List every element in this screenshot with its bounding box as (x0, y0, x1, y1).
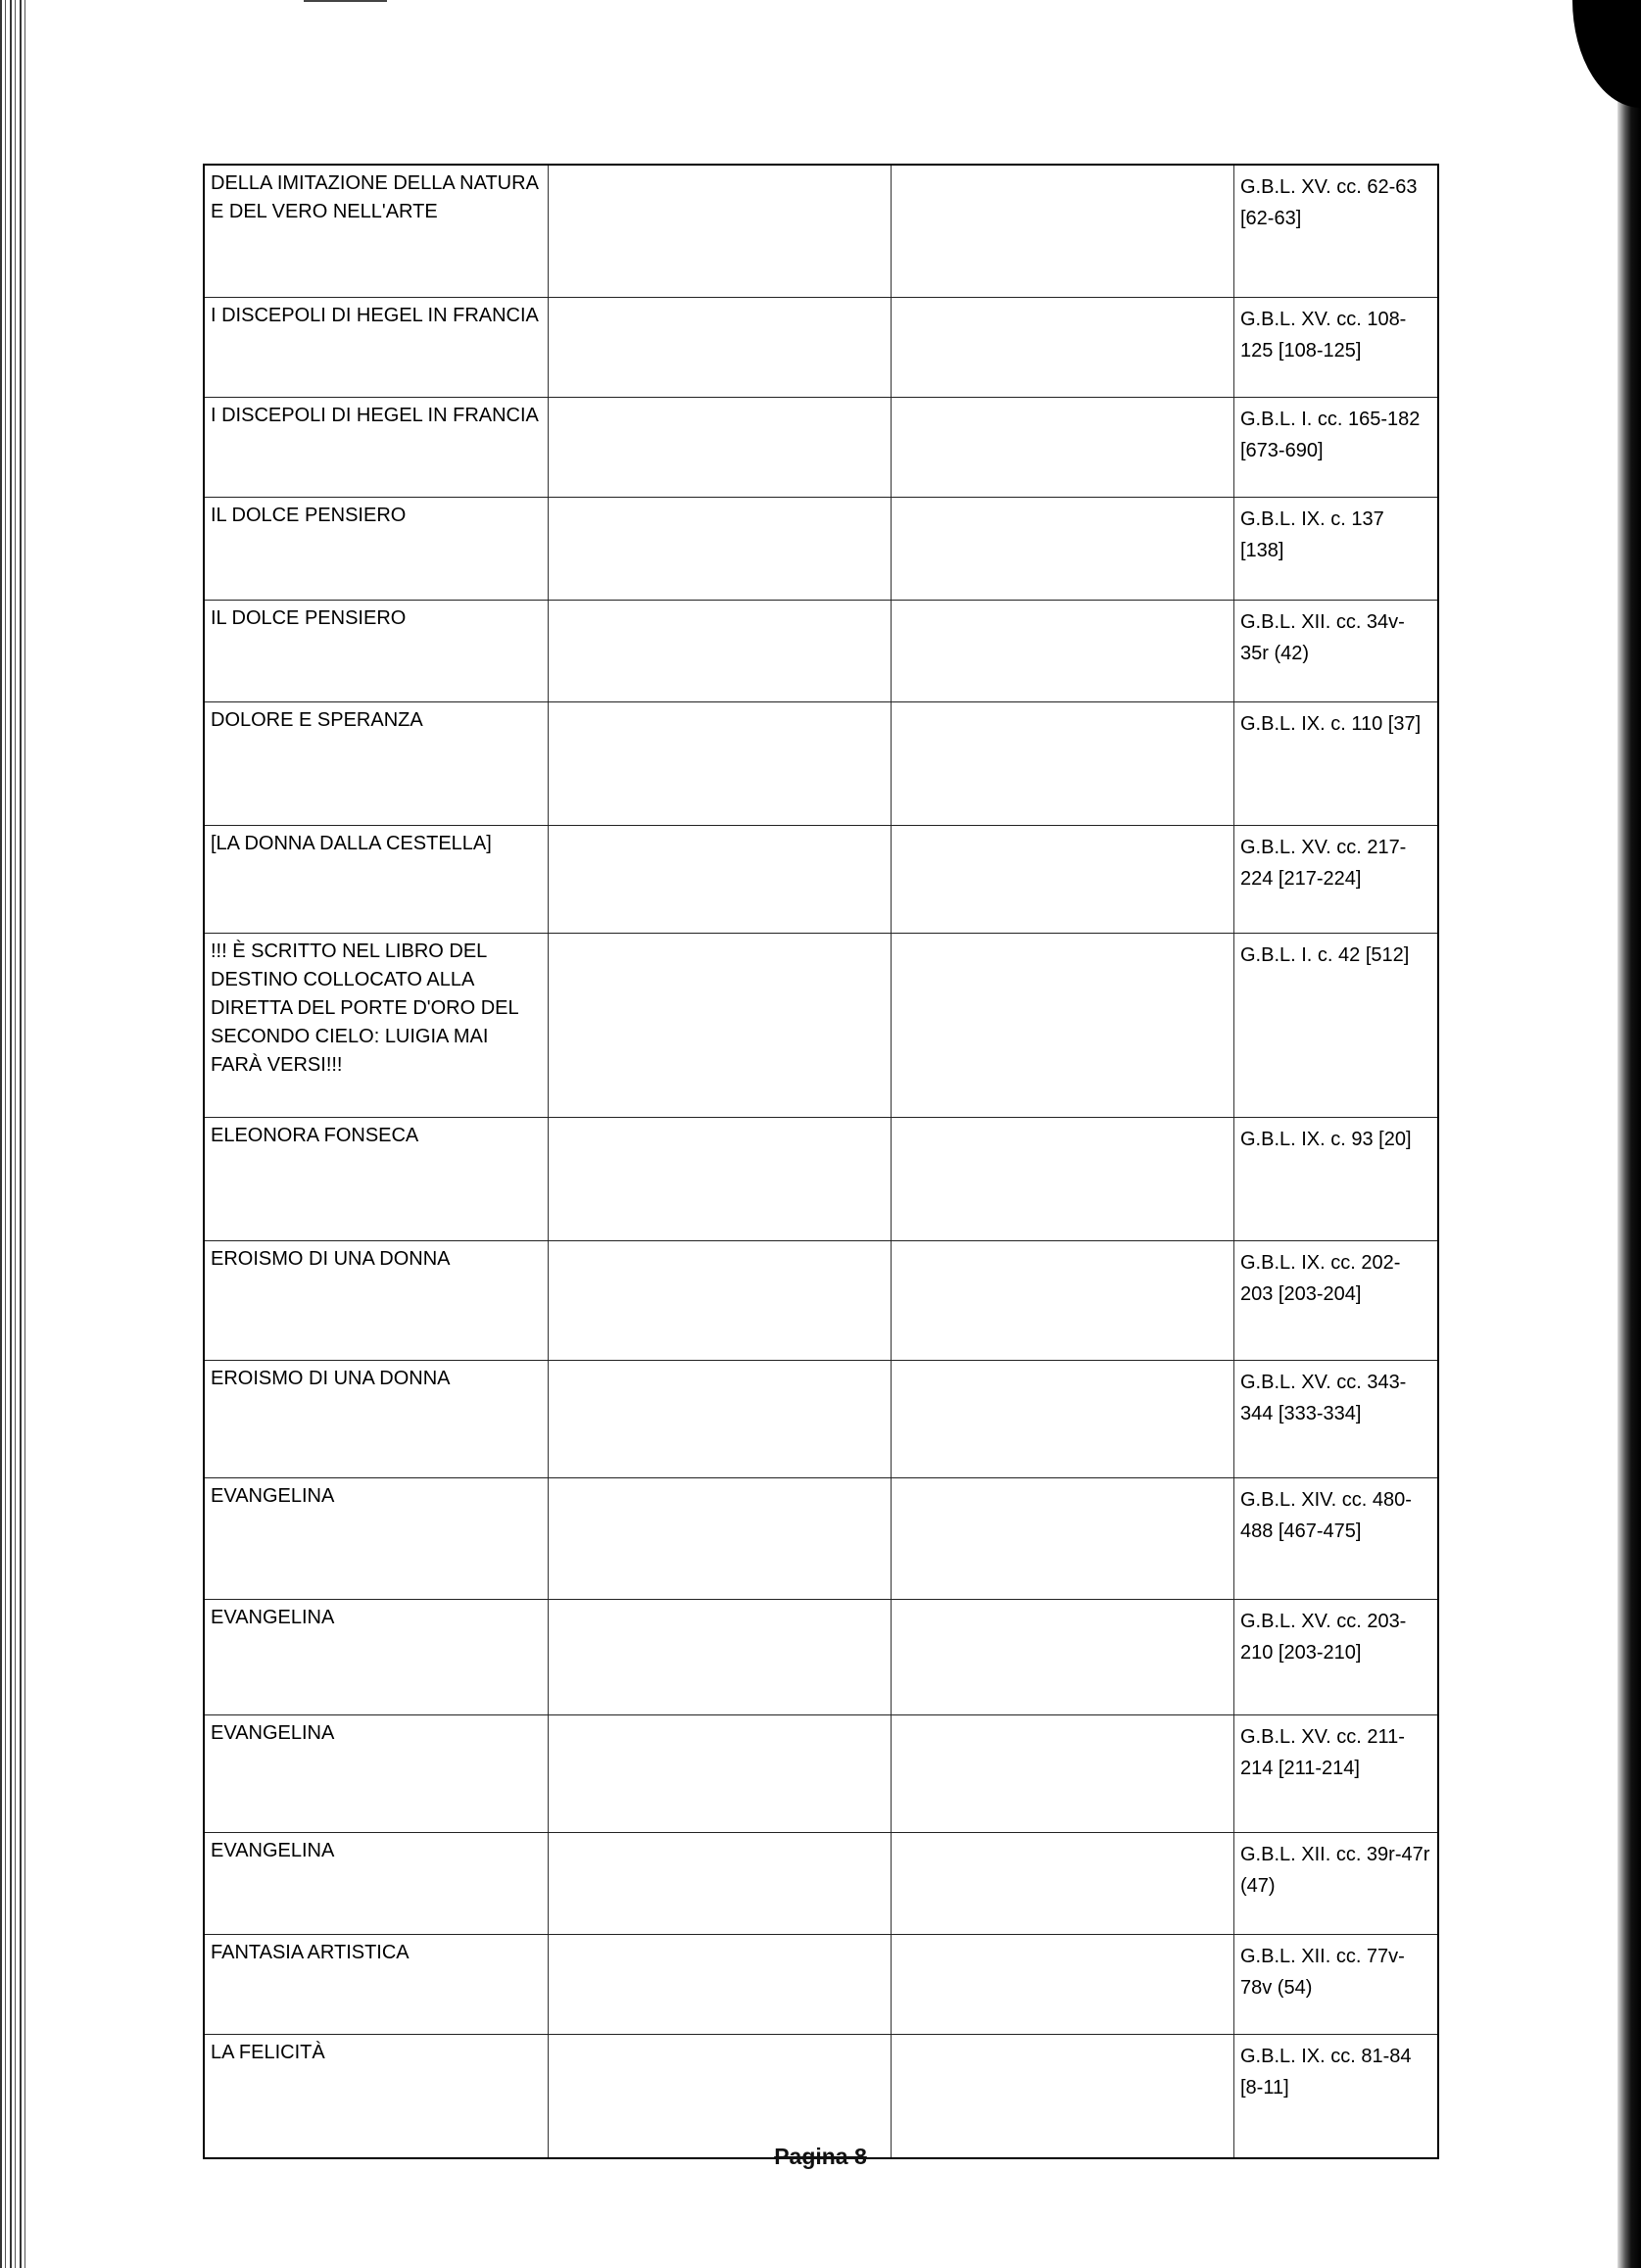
table-row (205, 166, 1437, 297)
empty-cell (891, 601, 1233, 701)
empty-cell (548, 934, 891, 1117)
title-cell: IL DOLCE PENSIERO (211, 607, 407, 629)
table-row (205, 2034, 1437, 2157)
title-cell: EVANGELINA (211, 1722, 335, 1744)
reference-cell: G.B.L. XIV. cc. 480-488 [467-475] (1233, 1478, 1437, 1599)
table-row (205, 825, 1437, 933)
reference-cell: G.B.L. XV. cc. 108-125 [108-125] (1233, 298, 1437, 397)
empty-cell (548, 1600, 891, 1714)
empty-cell (548, 398, 891, 497)
table-row (205, 497, 1437, 600)
empty-cell (891, 1935, 1233, 2034)
empty-cell (891, 1361, 1233, 1477)
title-cell: EVANGELINA (211, 1840, 335, 1861)
title-cell: DELLA IMITAZIONE DELLA NATURA E DEL VERO NELL'ARTE (211, 172, 538, 222)
empty-cell (548, 2035, 891, 2157)
empty-cell (891, 2035, 1233, 2157)
title-cell: EROISMO DI UNA DONNA (211, 1248, 451, 1270)
title-cell: ELEONORA FONSECA (211, 1125, 419, 1146)
table-row (205, 933, 1437, 1117)
table-row (205, 1240, 1437, 1360)
reference-cell: G.B.L. IX. c. 110 [37] (1233, 702, 1437, 825)
empty-cell (891, 934, 1233, 1117)
empty-cell (891, 1600, 1233, 1714)
reference-cell: G.B.L. XV. cc. 217-224 [217-224] (1233, 826, 1437, 933)
empty-cell (548, 1361, 891, 1477)
empty-cell (891, 398, 1233, 497)
reference-cell: G.B.L. XV. cc. 203-210 [203-210] (1233, 1600, 1437, 1714)
table-row (205, 1477, 1437, 1599)
empty-cell (548, 1241, 891, 1360)
table-row (205, 600, 1437, 701)
title-cell: EVANGELINA (211, 1485, 335, 1507)
table-row (205, 1117, 1437, 1240)
title-cell: !!! È SCRITTO NEL LIBRO DEL DESTINO COLLOCATO ALLA DIRETTA DEL PORTE D'ORO DEL SECONDO CIELO: LUIGIA MAI FARÀ VERSI!!! (211, 941, 518, 1076)
title-cell: EROISMO DI UNA DONNA (211, 1368, 451, 1389)
reference-cell: G.B.L. XV. cc. 62-63 [62-63] (1233, 166, 1437, 297)
catalog-table (203, 164, 1439, 2159)
empty-cell (548, 601, 891, 701)
empty-cell (548, 298, 891, 397)
table-row (205, 1934, 1437, 2034)
reference-cell: G.B.L. XII. cc. 77v-78v (54) (1233, 1935, 1437, 2034)
empty-cell (548, 166, 891, 297)
empty-cell (891, 1241, 1233, 1360)
reference-cell: G.B.L. XII. cc. 34v-35r (42) (1233, 601, 1437, 701)
scan-folded-corner (1572, 0, 1641, 108)
reference-cell: G.B.L. IX. cc. 202-203 [203-204] (1233, 1241, 1437, 1360)
title-cell: [LA DONNA DALLA CESTELLA] (211, 833, 492, 854)
table-row (205, 1360, 1437, 1477)
empty-cell (891, 298, 1233, 397)
empty-cell (891, 1833, 1233, 1934)
empty-cell (891, 1118, 1233, 1240)
table-row (205, 1832, 1437, 1934)
empty-cell (548, 1833, 891, 1934)
empty-cell (548, 498, 891, 600)
empty-cell (548, 1935, 891, 2034)
reference-cell: G.B.L. XV. cc. 343-344 [333-334] (1233, 1361, 1437, 1477)
title-cell: EVANGELINA (211, 1607, 335, 1628)
table-row (205, 397, 1437, 497)
empty-cell (548, 1118, 891, 1240)
scan-right-edge (1617, 0, 1641, 2268)
scan-top-mark (304, 0, 387, 2)
reference-cell: G.B.L. IX. cc. 81-84 [8-11] (1233, 2035, 1437, 2157)
title-cell: LA FELICITÀ (211, 2042, 325, 2063)
empty-cell (891, 498, 1233, 600)
table-row (205, 297, 1437, 397)
table-row (205, 701, 1437, 825)
empty-cell (548, 702, 891, 825)
title-cell: I DISCEPOLI DI HEGEL IN FRANCIA (211, 305, 539, 326)
empty-cell (891, 166, 1233, 297)
reference-cell: G.B.L. XV. cc. 211-214 [211-214] (1233, 1715, 1437, 1832)
title-cell: DOLORE E SPERANZA (211, 709, 423, 731)
reference-cell: G.B.L. IX. c. 93 [20] (1233, 1118, 1437, 1240)
empty-cell (891, 702, 1233, 825)
reference-cell: G.B.L. XII. cc. 39r-47r (47) (1233, 1833, 1437, 1934)
table-row (205, 1599, 1437, 1714)
empty-cell (891, 826, 1233, 933)
empty-cell (548, 1478, 891, 1599)
empty-cell (548, 1715, 891, 1832)
table-row (205, 1714, 1437, 1832)
title-cell: I DISCEPOLI DI HEGEL IN FRANCIA (211, 405, 539, 426)
title-cell: IL DOLCE PENSIERO (211, 505, 407, 526)
scan-left-edge (0, 0, 25, 2268)
reference-cell: G.B.L. I. cc. 165-182 [673-690] (1233, 398, 1437, 497)
page-number: Pagina 8 (774, 2144, 867, 2169)
empty-cell (891, 1715, 1233, 1832)
title-cell: FANTASIA ARTISTICA (211, 1942, 410, 1963)
reference-cell: G.B.L. I. c. 42 [512] (1233, 934, 1437, 1117)
empty-cell (548, 826, 891, 933)
reference-cell: G.B.L. IX. c. 137 [138] (1233, 498, 1437, 600)
empty-cell (891, 1478, 1233, 1599)
